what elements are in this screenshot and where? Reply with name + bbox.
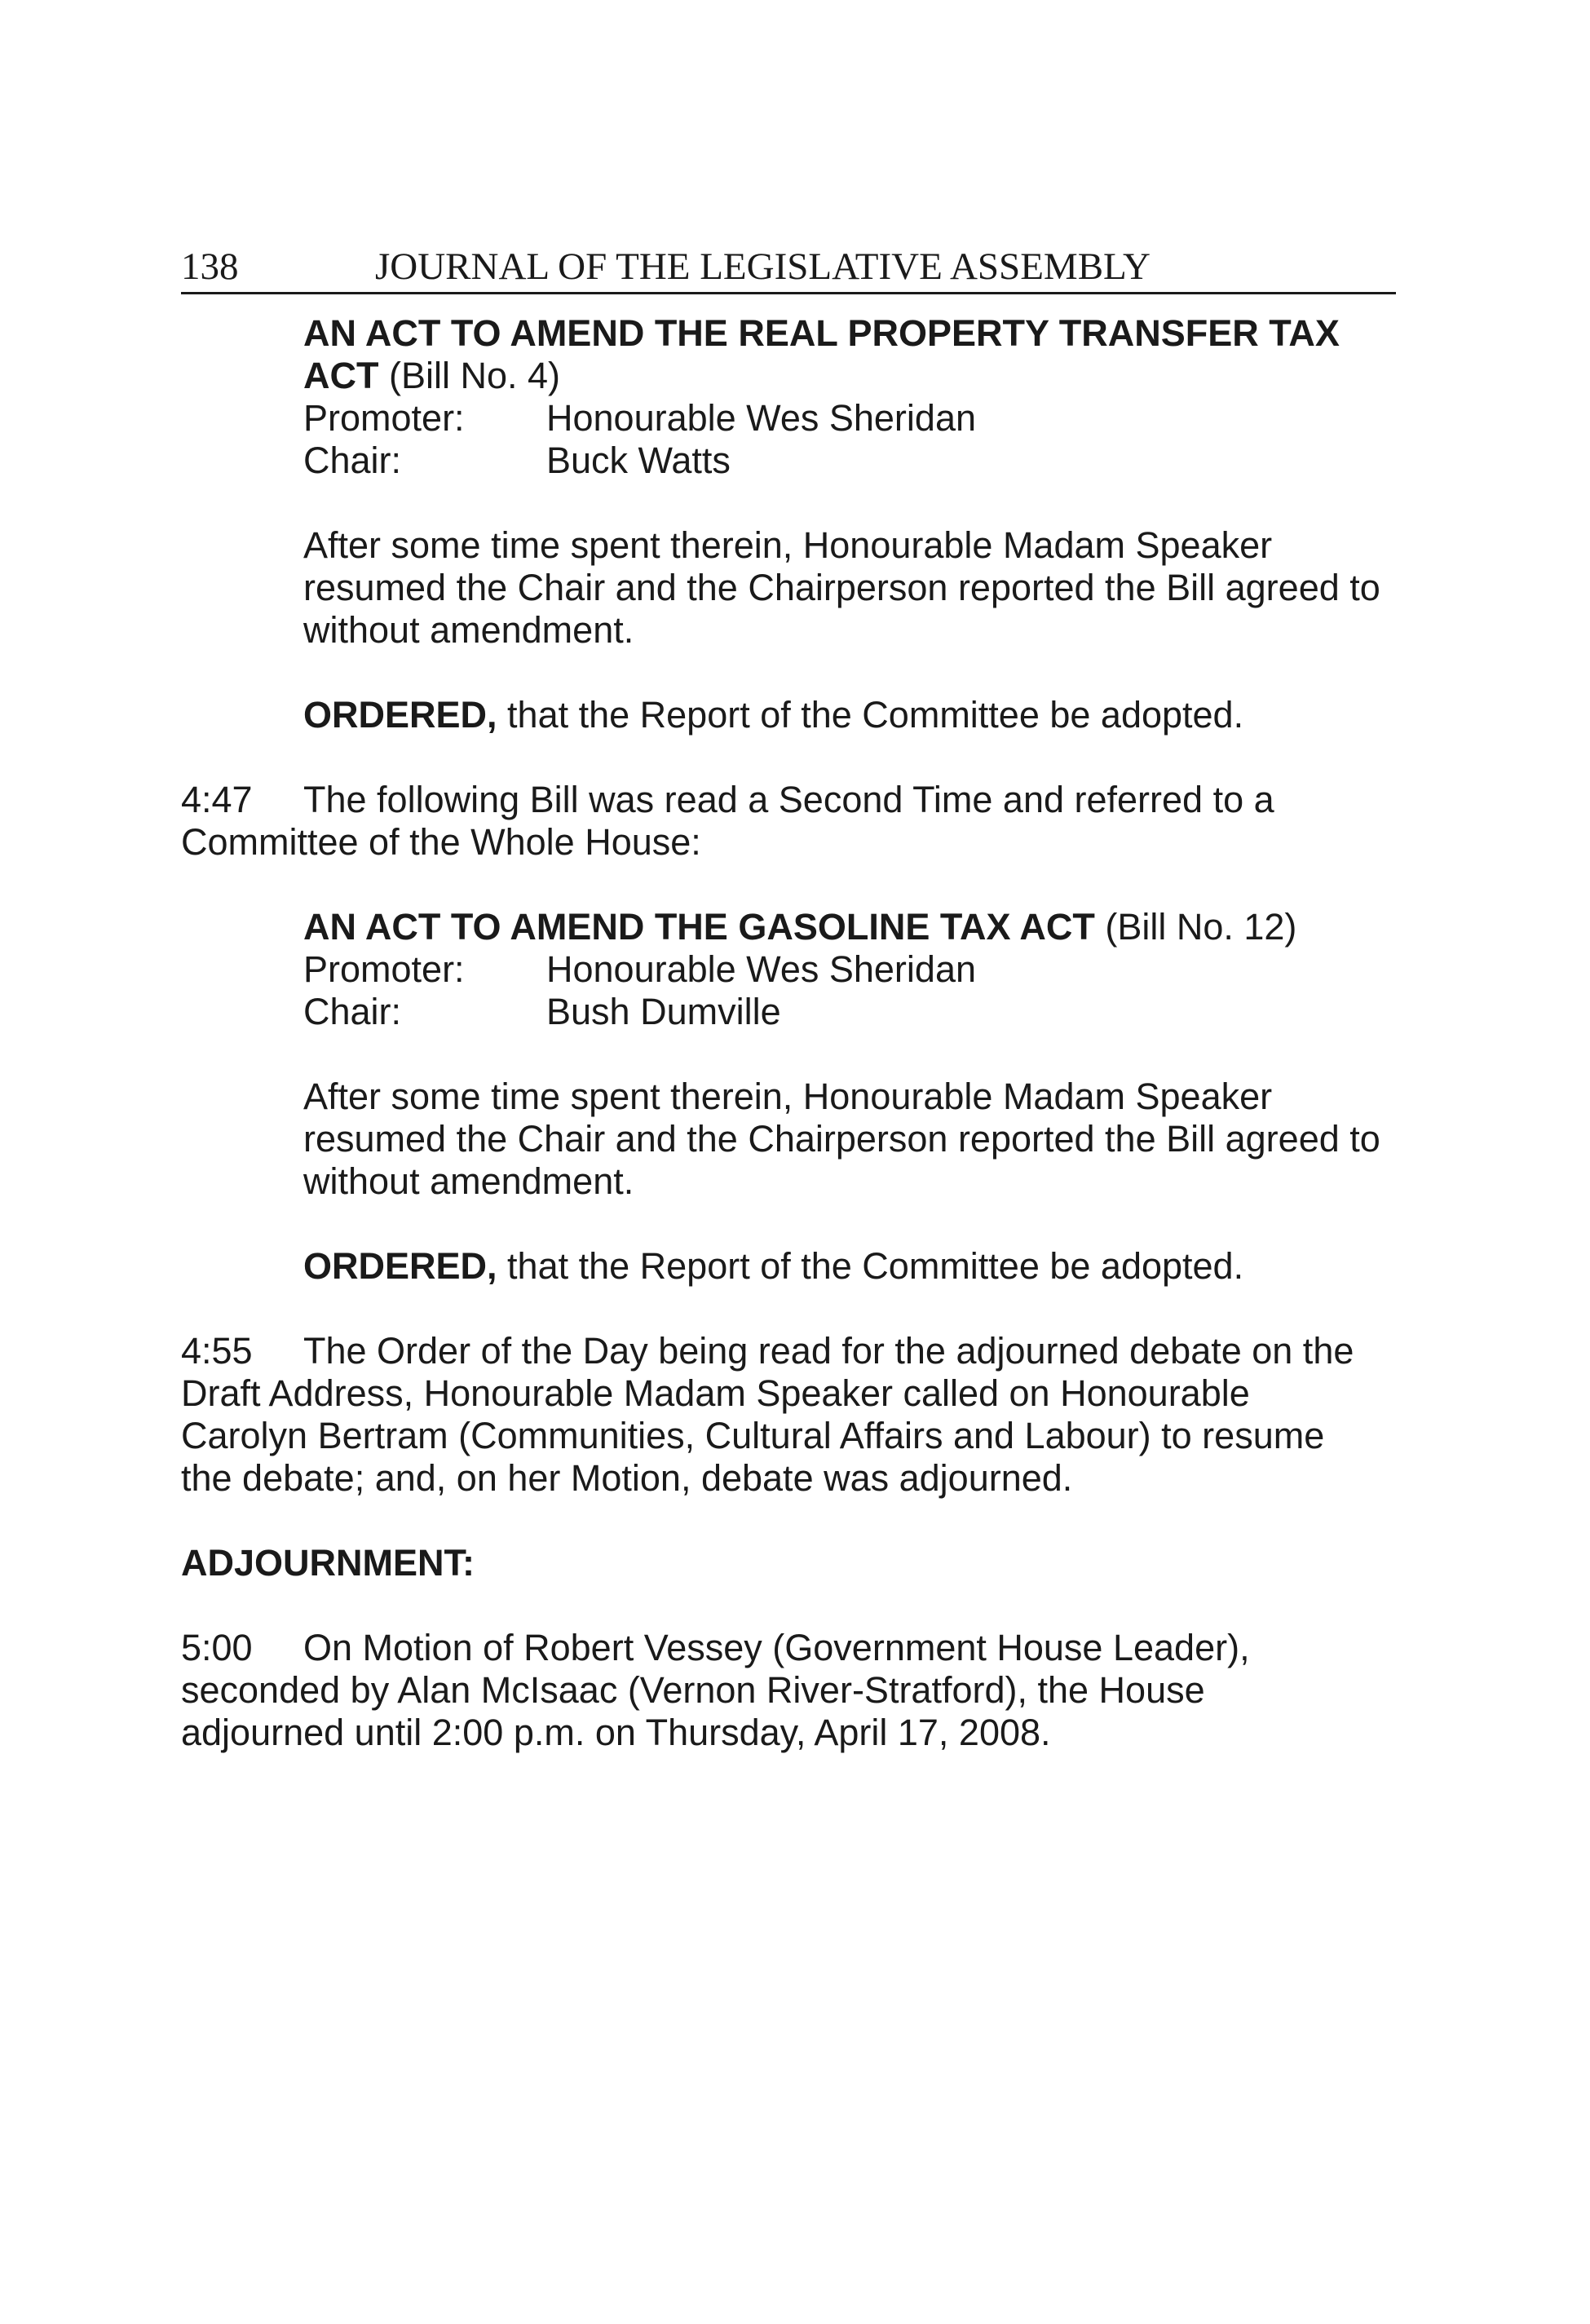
promoter-label: Promoter: bbox=[303, 948, 465, 990]
bill-2-title bbox=[303, 906, 1396, 948]
entry-447 bbox=[181, 779, 1396, 864]
bill-2-report bbox=[303, 1076, 1396, 1203]
bill-1-report-line: resumed the Chair and the Chairperson reported the Bill agreed to bbox=[303, 567, 1380, 608]
bill-1-title-line1: AN ACT TO AMEND THE REAL PROPERTY TRANSFER TAX bbox=[303, 312, 1340, 354]
entry-time: 4:47 bbox=[181, 779, 253, 820]
bill-2-title-text: AN ACT TO AMEND THE GASOLINE TAX ACT bbox=[303, 906, 1095, 948]
bill-2-promoter: Honourable Wes Sheridan bbox=[546, 948, 976, 990]
bill-1-number: (Bill No. 4) bbox=[378, 355, 561, 396]
entry-text: seconded by Alan McIsaac (Vernon River-Stratford), the House bbox=[181, 1669, 1205, 1711]
entry-text: The Order of the Day being read for the adjourned debate on the bbox=[303, 1330, 1354, 1372]
bill-2-ordered bbox=[303, 1245, 1396, 1288]
entry-500 bbox=[181, 1627, 1396, 1754]
entry-text: adjourned until 2:00 p.m. on Thursday, April 17, 2008. bbox=[181, 1712, 1051, 1753]
bill-2-chair: Bush Dumville bbox=[546, 991, 781, 1032]
bill-2-number: (Bill No. 12) bbox=[1094, 906, 1297, 948]
bill-1-report bbox=[303, 524, 1396, 652]
bill-1-block bbox=[303, 312, 1396, 736]
adjournment-heading bbox=[181, 1542, 1396, 1584]
chair-label: Chair: bbox=[303, 440, 402, 481]
bill-2-chair-row bbox=[303, 991, 1396, 1033]
bill-2-report-line: without amendment. bbox=[303, 1160, 634, 1202]
ordered-label: ORDERED, bbox=[303, 1245, 497, 1287]
entry-text: Committee of the Whole House: bbox=[181, 821, 701, 863]
entry-text: On Motion of Robert Vessey (Government House Leader), bbox=[303, 1627, 1250, 1668]
entry-time: 5:00 bbox=[181, 1627, 253, 1668]
entry-text: The following Bill was read a Second Time and referred to a bbox=[303, 779, 1274, 820]
section-heading: ADJOURNMENT: bbox=[181, 1542, 475, 1584]
bill-2-block bbox=[303, 906, 1396, 1288]
bill-2-report-line: resumed the Chair and the Chairperson reported the Bill agreed to bbox=[303, 1118, 1380, 1160]
bill-1-ordered bbox=[303, 694, 1396, 736]
page-number: 138 bbox=[181, 245, 239, 288]
entry-text: Carolyn Bertram (Communities, Cultural Affairs and Labour) to resume bbox=[181, 1415, 1325, 1456]
chair-label: Chair: bbox=[303, 991, 402, 1032]
bill-1-title-line2: ACT bbox=[303, 355, 379, 396]
page-header bbox=[181, 245, 1396, 294]
bill-2-report-line: After some time spent therein, Honourable Madam Speaker bbox=[303, 1076, 1273, 1117]
entry-text: the debate; and, on her Motion, debate was adjourned. bbox=[181, 1457, 1073, 1499]
ordered-text: that the Report of the Committee be adopted. bbox=[497, 694, 1244, 736]
promoter-label: Promoter: bbox=[303, 397, 465, 439]
bill-1-promoter: Honourable Wes Sheridan bbox=[546, 397, 976, 439]
bill-2-promoter-row bbox=[303, 948, 1396, 991]
bill-1-report-line: After some time spent therein, Honourable Madam Speaker bbox=[303, 524, 1273, 566]
bill-1-promoter-row bbox=[303, 397, 1396, 440]
entry-455 bbox=[181, 1330, 1396, 1500]
entry-text: Draft Address, Honourable Madam Speaker called on Honourable bbox=[181, 1372, 1250, 1414]
entry-time: 4:55 bbox=[181, 1330, 253, 1372]
bill-1-report-line: without amendment. bbox=[303, 609, 634, 651]
journal-title: JOURNAL OF THE LEGISLATIVE ASSEMBLY bbox=[375, 245, 1151, 288]
journal-page bbox=[181, 245, 1396, 1754]
bill-1-chair-row bbox=[303, 440, 1396, 482]
ordered-text: that the Report of the Committee be adopted. bbox=[497, 1245, 1244, 1287]
ordered-label: ORDERED, bbox=[303, 694, 497, 736]
bill-1-chair: Buck Watts bbox=[546, 440, 731, 481]
bill-1-title bbox=[303, 312, 1396, 397]
